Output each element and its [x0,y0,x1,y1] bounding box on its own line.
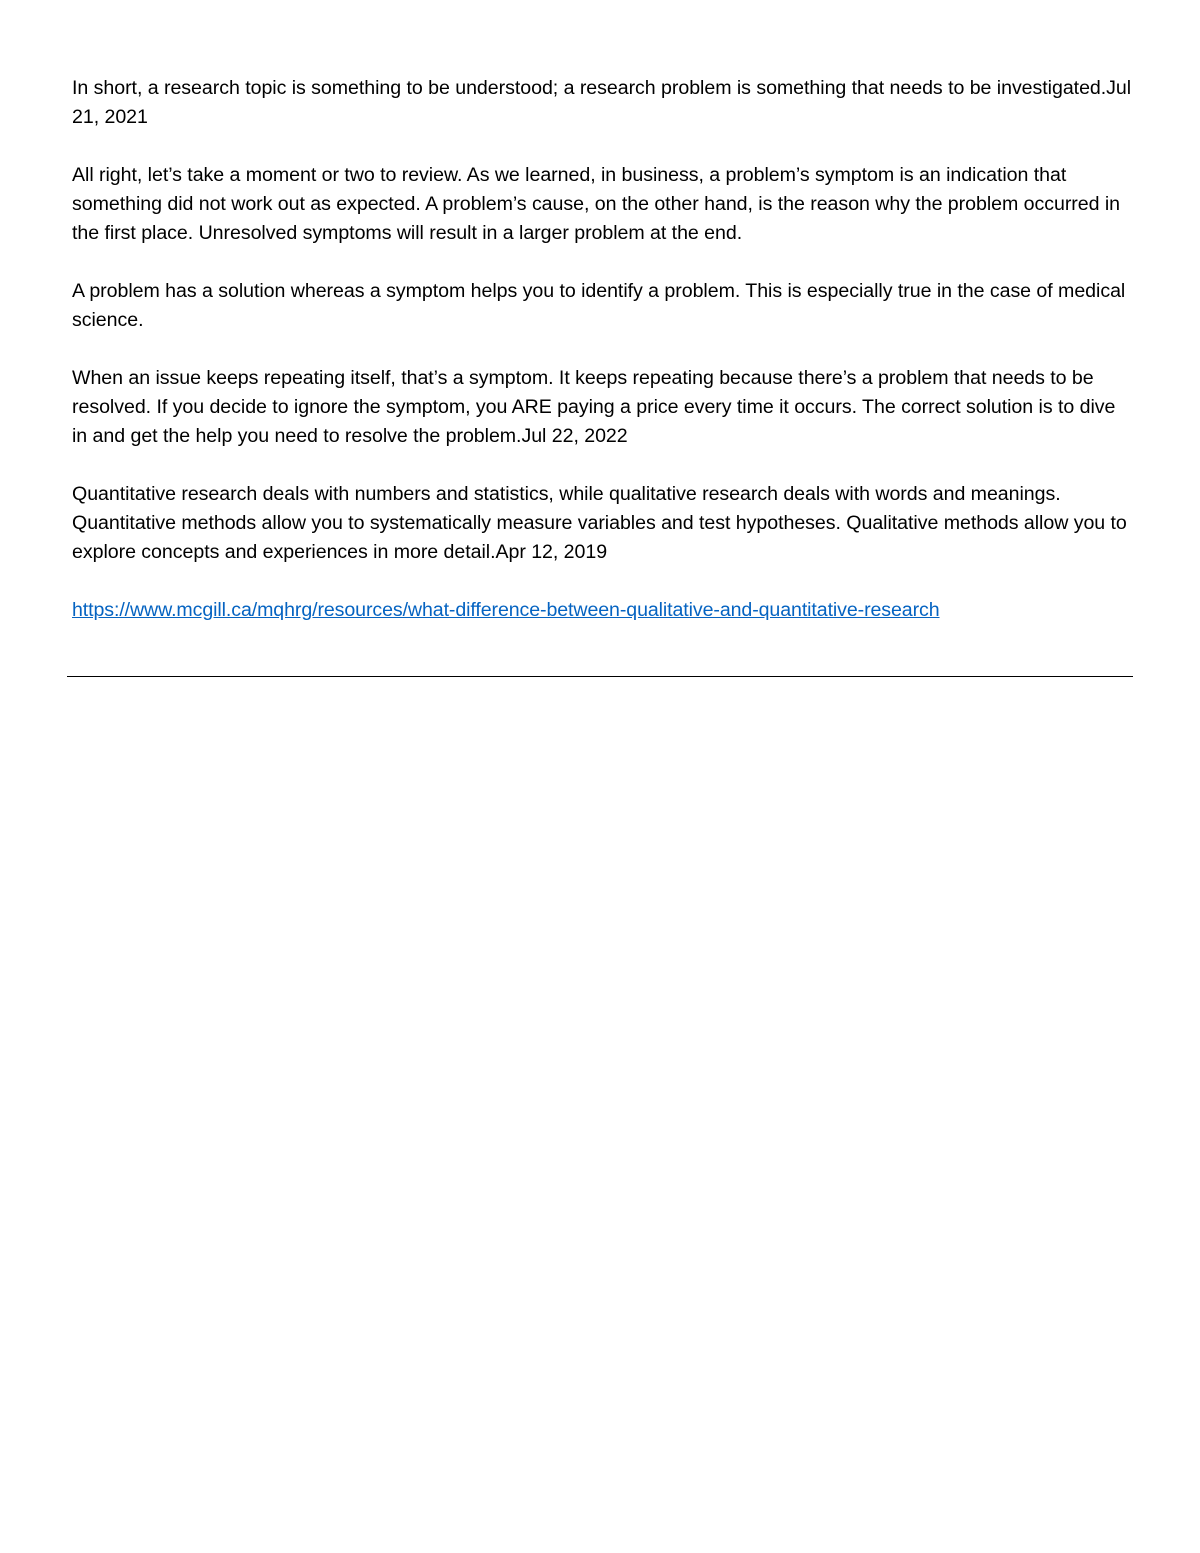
document-body [72,74,1134,654]
paragraph-problem-solution: A problem has a solution whereas a symptom helps you to identify a problem. This is especially true in the case of medical science. [72,280,1126,331]
mcgill-reference-link[interactable]: https://www.mcgill.ca/mqhrg/resources/what-difference-between-qualitative-and-quantitative-research [72,599,940,621]
link-paragraph [72,596,1134,625]
paragraph-symptom-cause: All right, let’s take a moment or two to review. As we learned, in business, a problem’s symptom is an indication that something did not work out as expected. A problem’s cause, on the other hand, is the reason why the problem occurred in the first place. Unresolved symptoms will result in a larger problem at the end. [72,164,1121,244]
paragraph-research-topic: In short, a research topic is something to be understood; a research problem is something that needs to be investigated.Jul 21, 2021 [72,77,1132,128]
paragraph-repeating-issue: When an issue keeps repeating itself, that’s a symptom. It keeps repeating because there’s a problem that needs to be resolved. If you decide to ignore the symptom, you ARE paying a price every time it occurs. The correct solution is to dive in and get the help you need to resolve the problem.Jul 22, 2022 [72,367,1116,447]
horizontal-divider [67,676,1133,677]
paragraph-quantitative-qualitative: Quantitative research deals with numbers and statistics, while qualitative research deals with words and meanings. Quantitative methods allow you to systematically measure variables and test hypotheses. Qualitative methods allow you to explore concepts and experiences in more detail.Apr 12, 2019 [72,483,1127,563]
